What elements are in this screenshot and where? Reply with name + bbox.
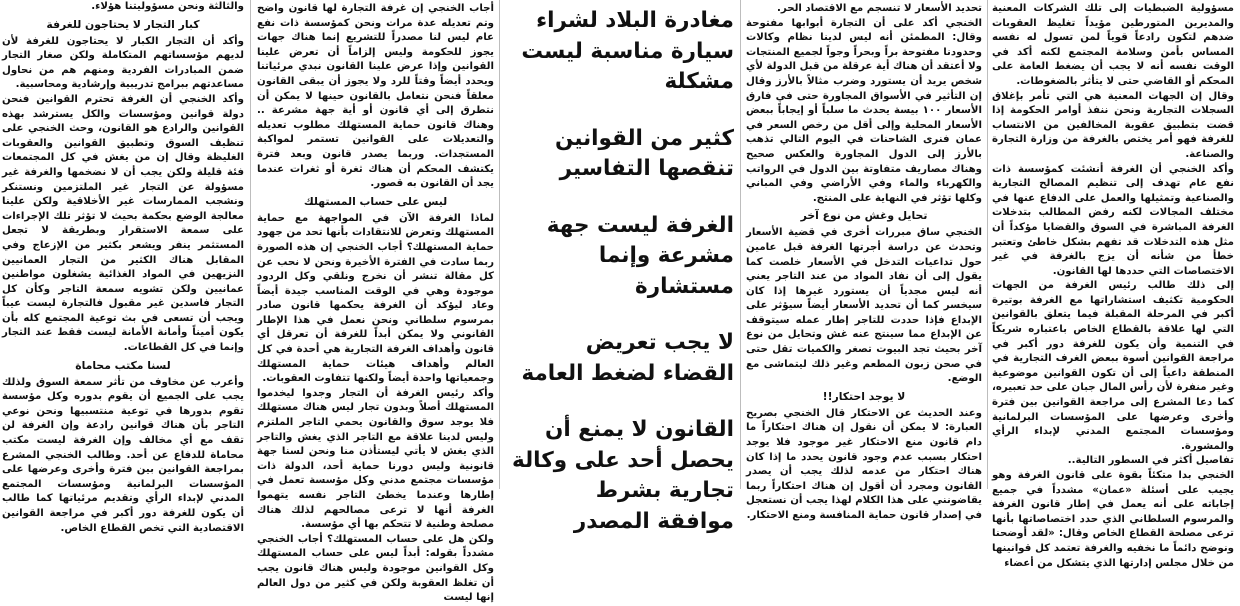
article-column-1: [990, 0, 1240, 569]
paragraph: الخنجي أكد على أن التجارة أبوابها مفتوحة وقال: المطمئن أنه ليس لدينا نظام وكالات وحدودنا مفتوحة براً وبحراً وجواً لجميع المنتجات ولا أعتقد أن هناك أية عرقلة من قبل الدولة لأي شخص يريد أن يستورد وضرب مثالاً بالأرز وقال إن التأثير في الأسواق المجاورة حتى في فارق الأسعار ١٠٠ بيسة يحدث ما سلباً أو إيجاباً ببعض الأسعار المحلية وإلى أقل من رخص السعر في عمان فنرى الشاحنات في اليوم التالي تذهب بالأرز إلى الدول المجاورة والعكس صحيح وهناك مصاريف متفاوتة بين الدول في الرواتب والكهرباء والماء وفي الأراضي وفي المباني وكلها تؤثر في النهاية على المنتج.: [746, 17, 983, 204]
subheading: تحايل وغش من نوع آخر: [800, 209, 928, 223]
pull-quote: مغادرة البلاد لشراء سيارة مناسبة ليست مشكلة: [521, 8, 734, 94]
pull-quote: القانون لا يمنع أن يحصل أحد على وكالة تجارية بشرط موافقة المصدر: [512, 417, 734, 534]
paragraph: وعند الحديث عن الاحتكار قال الخنجي بصريح العبارة: لا يمكن أن نقول إن هناك احتكاراً ما دام قانون منع الاحتكار غير موجود فلا يوجد احتكار بسبب عدم وجود قانون يحدد ما إذا كان هناك احتكار من عدمه لذلك يجب أن يصدر القانون ومجرد أن أقول إن هناك احتكاراً ربما يقاضونني على هذا الكلام لهذا يجب أن نستعجل في إصدار قانون حماية المنافسة ومنع الاحتكار.: [746, 407, 982, 521]
subheading: ليس على حساب المستهلك: [303, 194, 448, 208]
paragraph: وأعرب عن مخاوف من تأثر سمعة السوق ولذلك يجب على الجميع أن يقوم بدوره وكل مؤسسة تقوم بدورها في توعية منتسبيها ونحن نوعي التاجر بأن هناك قوانين رادعة وإن الغرفة لن تقف مع أي مخالف وإن الغرفة ليست مكتب محاماة للدفاع عن أحد. وطالب الخنجي المشرع بمراجعة القوانين بين فترة وأخرى وعرضها على المؤسسات البرلمانية ومؤسسات المجتمع المدني لإبداء الرأي وتقديم مرئياتها كما طالب أن يكون للغرفة دور أكبر في مراجعة القوانين الاقتصادية التي تخص القطاع الخاص.: [2, 376, 244, 534]
column-rule: [250, 0, 251, 489]
paragraph: والثالثة ونحن مسؤوليتنا هؤلاء.: [91, 1, 244, 12]
subheading: كبار التجار لا يحتاجون للغرفة: [46, 17, 200, 31]
subheading: لسنا مكتب محاماة: [75, 358, 171, 372]
pull-quote: الغرفة ليست جهة مشرعة وإنما مستشارة: [546, 212, 734, 299]
paragraph: الخنجي ساق مبررات أخرى في قضية الأسعار وتحدث عن دراسة أجرتها الغرفة قبل عامين حول تداعيات التدخل في الأسعار خلصت كما يقول إلى أن نفاد المواد من عند التاجر يعني أنه ليس مجدياً أن يستورد غيرها إذا كان سيخسر كما أن تحديد الأسعار أيضاً سيؤثر على الإبداع فإذا حددت للتاجر إطار عمله سيتوقف عن الإبداع مما سينتج عنه غش وتحايل من نوع آخر بحيث تجد البيوت تصغر والكميات تقل حتى في صحن زبون المطعم وغير ذلك ليتماشى مع الوضع.: [746, 227, 982, 385]
column-rule: [987, 0, 988, 489]
column-rule: [740, 0, 741, 489]
paragraph: مسؤولية الضبطيات إلى تلك الشركات المعنية والمديرين المتورطين مؤيداً تغليظ العقوبات ضدهم لتكون رادعاً قوياً لمن تسول له نفسه المساس بأمن وسلامة المجتمع لكنه أكد في الوقت نفسه أنه لا يجب أن يضغط العامة على المحكم أو القاضي حتى لا يتأثر بالضغوطات.: [992, 3, 1234, 87]
pull-quotes: [512, 6, 734, 537]
article-column-2: [744, 0, 984, 521]
paragraph: وقال إن الجهات المعنية هي التي تأمر بإغلاق السجلات التجارية ونحن ننفذ أوامر الحكومة إذا قضت بتطبيق عقوبة المخالفين من الانتساب للغرفة فهو أمر يختص بالغرفة من وزارة التجارة والصناعة.: [992, 90, 1234, 160]
paragraph: تحديد الأسعار لا تنسجم مع الاقتصاد الحر.: [777, 3, 982, 14]
paragraph: وأكد أن التجار الكبار لا يحتاجون للغرفة لأن لديهم مؤسساتهم المتكاملة ولكن صغار التجار ضمن المبادرات الفردية ومنهم هم من نحاول مساعدتهم ببرامج تدريبية وإرشادية ومحاسبية.: [2, 35, 244, 91]
column-rule: [499, 0, 500, 489]
paragraph: وأكد رئيس الغرفة أن التجار وجدوا ليخدموا المستهلك أصلاً وبدون تجار ليس هناك مستهلك فلا يوجد سوق والقانون يحمي التاجر الملتزم وليس لدينا علاقة مع التاجر الذي يغش والتاجر الذي يغش لا يأتي ليستأذن منا ونحن لسنا جهة قانونية وليس دورنا حماية أحد، الدولة ذات مؤسسات مجتمع مدني وكل مؤسسة تعمل في إطارها وعندما يخطئ التاجر نفسه يتهموا الغرفة أنها لا ترعى مصالحهم لذلك هناك مصلحة وطنية لا تتحكم بها أي مؤسسة.: [257, 387, 494, 531]
subheading: لا يوجد احتكار!!: [822, 389, 906, 403]
paragraph: لماذا الغرفة الآن في المواجهة مع حماية المستهلك وتعرض للانتقادات بأنها تحد من جهود حماية المستهلك؟ أجاب الخنجي إن هذه الصورة ربما سادت في الفترة الأخيرة ونحن لا نحب عن كل مقالة تنشر أن نخرج ونلقي وكل الردود موجودة وهي في الوقت المناسب جيدة أيضاً وعاد ليؤكد أن الغرفة يحكمها قانون صادر بمرسوم سلطاني ونحن نعمل في هذا الإطار القانوني ولا يمكن أبداً للغرفة أن تعرقل أي قانون وأهداف الغرفة التجارية هي أحدة في كل العالم وأهداف هيئات حماية المستهلك وجمعياتها واحدة أيضاً ولكنها تتفاوت العقوبات.: [257, 212, 494, 385]
paragraph: تفاصيل أكثر في السطور التالية..: [1067, 455, 1234, 467]
paragraph: الخنجي بدا متكئاً بقوة على قانون الغرفة وهو يجيب على أسئلة «عمان» مشدداً في جميع إجاباته على أنه يعمل في إطار قانون الغرفة والمرسوم السلطاني الذي حدد اختصاصاتها بأنها ترعى مصلحة القطاع الخاص وقال: «لقد أوضحنا ونوضح دائماً ما نخفيه والغرفة تعتمد كل قوانينها من خلال مجلس إدارتها الذي يتشكل من أعضاء: [992, 470, 1234, 569]
paragraph: أجاب الخنجي إن غرفة التجارة لها قانون واضح وتم تعديله عدة مرات ونحن كمؤسسة ذات نفع عام ليس لنا مصدراً للتشريع إنما هناك جهات يجوز للحكومة وليس إلزاماً أن تعرض علينا القوانين وإذا عرض علينا القانون نبدي مرئياتنا ويحدد أيضاً وقتاً للرد ولا يجوز أن يبقى القانون معلقاً فنحن نتعامل بالقانون حينها لا يمكن أن نتطرق إلى أي قانون أو أية جهة مشرعة .. وهناك قانون حماية المستهلك مطلوب تعديله والتعديلات على القوانين تستمر لمواكبة المستجدات. وربما يصدر قانون وبعد فترة يكتشف المحكم أن هناك ثغرة أو ثغرات عندما يجد أن القانون به قصور.: [257, 3, 494, 190]
article-column-3: [253, 0, 496, 604]
article-column-4: [0, 0, 248, 534]
paragraph: إلى ذلك طالب رئيس الغرفة من الجهات الحكومية تكثيف استشاراتها مع الغرفة بوتيرة أكبر في المرحلة المقبلة فيما يتعلق بالقوانين التي لها علاقة بالقطاع الخاص باعتباره شريكاً في التنمية وأن يكون للغرفة دور أكبر في مراجعة القوانين أسوة ببعض الغرف التجارية في المنطقة داعياً إلى أن تكون القوانين موضوعية وغير منفرة لأن رأس المال جبان على حد تعبيره، كما دعا المشرع إلى مراجعة القوانين بين فترة وأخرى وعرضها على المؤسسات البرلمانية ومؤسسات المجتمع المدني لإبداء الرأي والمشورة.: [992, 280, 1234, 452]
pull-quote: كثير من القوانين تنقصها التفاسير: [554, 125, 734, 181]
paragraph: وأكد الخنجي أن الغرفة تحترم القوانين فنحن دولة قوانين ومؤسسات والكل يسترشد بهذه القوانين والرادع هو القانون، وحث الخنجي على تنظيف السوق وتطبيق القوانين والعقوبات الغليظة وقال إن من يغش في كل المجتمعات فئة قليلة ولكن يجب أن لا نضخمها والغرفة غير مسؤولة عن التجار غير الملتزمين ونستنكر ونشجب الممارسات غير الأخلاقية ولكن علينا معالجة الوضع بحكمة بحيث لا تؤثر تلك الإجراءات على سمعة الاستقرار وبطريقة لا تجعل المستثمر ينفر ويشعر بكثير من الإزعاج وفي المقابل هناك الكثير من التجار العمانيين النزيهين في المواد الغذائية يشغلون مواطنين عمانيين ولكن تشويه سمعة التاجر وكأن كل التجار فاسدين غير مقبول فالتجارة ليست عيباً ويجب أن تسعى في بث توعية المجتمع كله بأن يكون أميناً وأمانة الأمانة ليست فقط عند التجار وإنما في كل القطاعات.: [2, 93, 244, 354]
pull-quote: لا يجب تعريض القضاء لضغط العامة: [521, 330, 734, 386]
paragraph: وأكد الخنجي أن الغرفة أنشئت كمؤسسة ذات نفع عام تهدف إلى تنظيم المصالح التجارية والصناعية وتمثيلها والعمل على الدفاع عنها في مختلف المجالات لكنه رفض المطالب بتدخلات الغرفة المباشرة في السوق والقضايا مؤكداً أن مثل هذه التدخلات قد تفهم بشكل خاطئ وتعتبر خطأ من شأنه أن يزج بالغرفة في غير الاختصاصات التي حددها لها القانون.: [992, 163, 1234, 277]
paragraph: ولكن هل على حساب المستهلك؟ أجاب الخنجي مشدداً بقوله: أبداً ليس على حساب المستهلك وكل القوانين موجودة وليس هناك قانون يجب أن تغلظ العقوبة ولكن في كثير من دول العالم إنها ليست: [257, 533, 494, 604]
